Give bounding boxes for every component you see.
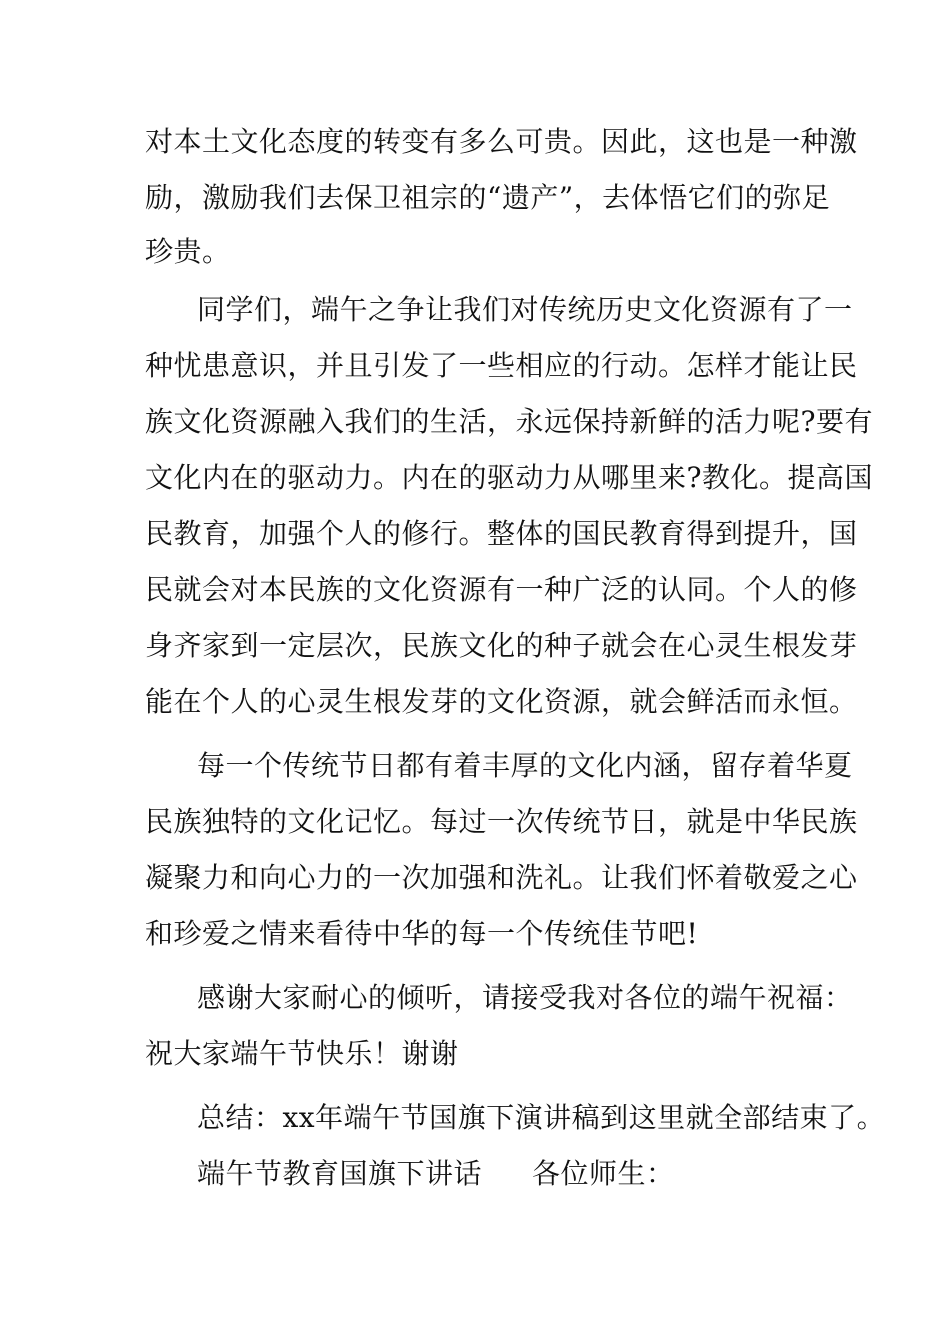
text-line-1: 对本土文化态度的转变有多么可贵。因此，这也是一种激 [145,125,858,158]
text-line-2: 励，激励我们去保卫祖宗的“遗产”，去体悟它们的弥足 [145,181,831,214]
text-line-19 [197,1154,675,1194]
text-line-7: 文化内在的驱动力。内在的驱动力从哪里来?教化。提高国 [145,461,874,494]
text-line-8: 民教育，加强个人的修行。整体的国民教育得到提升，国 [145,517,858,550]
speech-title: 端午节教育国旗下讲话 [197,1157,483,1190]
text-line-4: 同学们，端午之争让我们对传统历史文化资源有了一 [197,293,853,326]
text-line-16: 感谢大家耐心的倾听，请接受我对各位的端午祝福： [197,981,853,1014]
text-line-11: 能在个人的心灵生根发芽的文化资源，就会鲜活而永恒。 [145,685,858,718]
text-line-12: 每一个传统节日都有着丰厚的文化内涵，留存着华夏 [197,749,853,782]
text-line-3: 珍贵。 [145,235,231,268]
text-line-15: 和珍爱之情来看待中华的每一个传统佳节吧! [145,917,699,950]
text-line-6: 族文化资源融入我们的生活，永远保持新鲜的活力呢?要有 [145,405,874,438]
text-line-5: 种忧患意识，并且引发了一些相应的行动。怎样才能让民 [145,349,858,382]
greeting: 各位师生： [532,1157,675,1190]
text-line-14: 凝聚力和向心力的一次加强和洗礼。让我们怀着敬爱之心 [145,861,858,894]
text-line-10: 身齐家到一定层次，民族文化的种子就会在心灵生根发芽 [145,629,858,662]
text-line-18: 总结：xx年端午节国旗下演讲稿到这里就全部结束了。 [197,1101,886,1134]
text-line-9: 民就会对本民族的文化资源有一种广泛的认同。个人的修 [145,573,858,606]
text-line-13: 民族独特的文化记忆。每过一次传统节日，就是中华民族 [145,805,858,838]
text-line-17: 祝大家端午节快乐！谢谢 [145,1037,459,1070]
